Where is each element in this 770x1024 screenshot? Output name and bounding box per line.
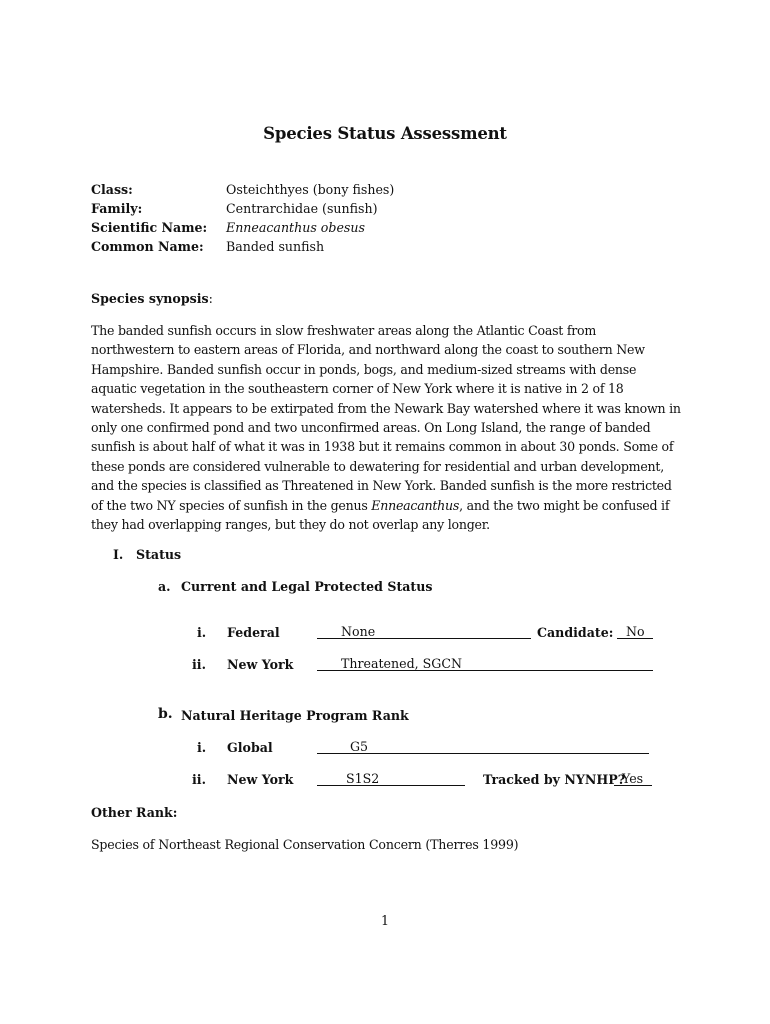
candidate-underline — [617, 638, 653, 639]
tracked-underline — [614, 785, 652, 786]
ny-rank-underline — [317, 785, 465, 786]
subsection-a-letter: a. — [158, 579, 171, 594]
scientific-name-value: Enneacanthus obesus — [226, 220, 365, 235]
ny-legal-status-value: Threatened, SGCN — [341, 656, 462, 671]
section-1-numeral: I. — [113, 547, 124, 562]
synopsis-genus: Enneacanthus — [371, 497, 460, 513]
subsection-b-letter: b. — [158, 706, 173, 722]
synopsis-text-part1: The banded sunfish occurs in slow freshwater areas along the Atlantic Coast from northwestern to eastern areas of Florida, and northward along the coast to southern New Hampshire. Banded sunfish occur in ponds, bogs, and medium-sized streams with dense aquatic vegetation in the southeastern corner of New York where it is native in 2 of 18 watersheds. It appears to be extirpated from the Newark Bay watershed where it was known in only one confirmed pond and two unconfirmed areas. On Long Island, the range of banded sunfish is about half of what it was in 1938 but it remains common in about 30 ponds. Some of these ponds are considered vulnerable to dewatering for residential and urban development, and the species is classified as Threatened in New York. Banded sunfish is the more restricted of the two NY species of sunfish in the genus — [91, 323, 681, 513]
synopsis-paragraph — [91, 321, 681, 534]
tracked-label: Tracked by NYNHP? — [483, 772, 626, 787]
global-underline — [317, 753, 649, 754]
global-label: Global — [227, 740, 273, 755]
synopsis-heading-text: Species synopsis — [91, 291, 209, 306]
ny-rank-label: New York — [227, 772, 294, 787]
ny-rank-numeral: ii. — [192, 772, 206, 787]
scientific-name-label: Scientific Name: — [91, 220, 208, 235]
family-value: Centrarchidae (sunfish) — [226, 201, 378, 216]
federal-status-value: None — [341, 624, 376, 639]
other-rank-heading: Other Rank: — [91, 805, 178, 820]
common-name-value: Banded sunfish — [226, 239, 325, 254]
subsection-a-heading: Current and Legal Protected Status — [181, 579, 433, 594]
candidate-value: No — [626, 624, 645, 639]
ny-legal-label: New York — [227, 657, 294, 672]
synopsis-text-part2: , and the two might be confused if they had overlapping ranges, but they do not overlap any longer. — [91, 497, 670, 533]
family-label: Family: — [91, 201, 143, 216]
ny-legal-numeral: ii. — [192, 657, 206, 672]
other-rank-text: Species of Northeast Regional Conservation Concern (Therres 1999) — [91, 837, 519, 852]
ny-rank-value: S1S2 — [346, 771, 380, 786]
ny-legal-underline — [317, 670, 653, 671]
federal-underline — [317, 638, 531, 639]
tracked-value: Yes — [622, 771, 644, 786]
section-1-heading: Status — [136, 547, 182, 562]
federal-label: Federal — [227, 625, 280, 640]
common-name-label: Common Name: — [91, 239, 204, 254]
class-label: Class: — [91, 182, 133, 197]
subsection-b-heading: Natural Heritage Program Rank — [181, 708, 409, 723]
page-number: 1 — [380, 913, 389, 928]
federal-numeral: i. — [197, 625, 207, 640]
global-numeral: i. — [197, 740, 207, 755]
page-title: Species Status Assessment — [263, 124, 507, 143]
synopsis-heading — [91, 289, 213, 308]
candidate-label: Candidate: — [537, 625, 614, 640]
class-value: Osteichthyes (bony fishes) — [226, 182, 395, 197]
synopsis-colon: : — [208, 291, 213, 306]
global-rank-value: G5 — [350, 739, 369, 754]
